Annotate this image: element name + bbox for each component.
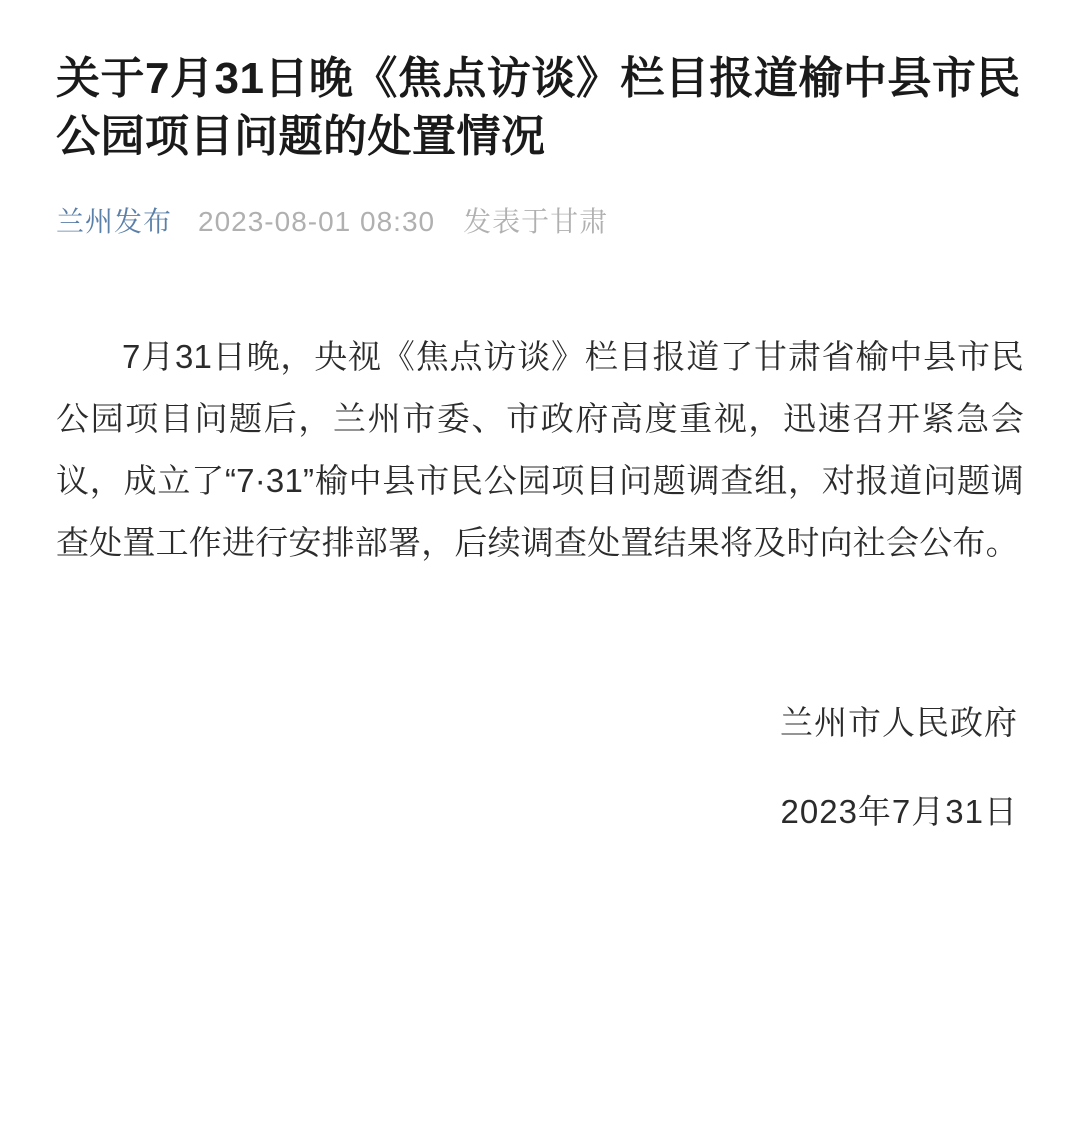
page-title: 关于7月31日晚《焦点访谈》栏目报道榆中县市民公园项目问题的处置情况 bbox=[56, 54, 1021, 162]
publisher-account-link[interactable]: 兰州发布 bbox=[56, 206, 173, 238]
article-signature bbox=[56, 692, 1024, 843]
article-meta bbox=[56, 200, 1024, 240]
signature-issuer: 兰州市人民政府 bbox=[780, 704, 1018, 742]
article-body bbox=[56, 326, 1024, 574]
publish-location: 发表于甘肃 bbox=[463, 206, 609, 238]
publish-datetime: 2023-08-01 08:30 bbox=[198, 206, 436, 238]
signature-date: 2023年7月31日 bbox=[780, 792, 1018, 830]
body-paragraph: 7月31日晚，央视《焦点访谈》栏目报道了甘肃省榆中县市民公园项目问题后，兰州市委、市政府高度重视，迅速召开紧急会议，成立了“7·31”榆中县市民公园项目问题调查组，对报道问题调查处置工作进行安排部署，后续调查处置结果将及时向社会公布。 bbox=[56, 338, 1024, 562]
